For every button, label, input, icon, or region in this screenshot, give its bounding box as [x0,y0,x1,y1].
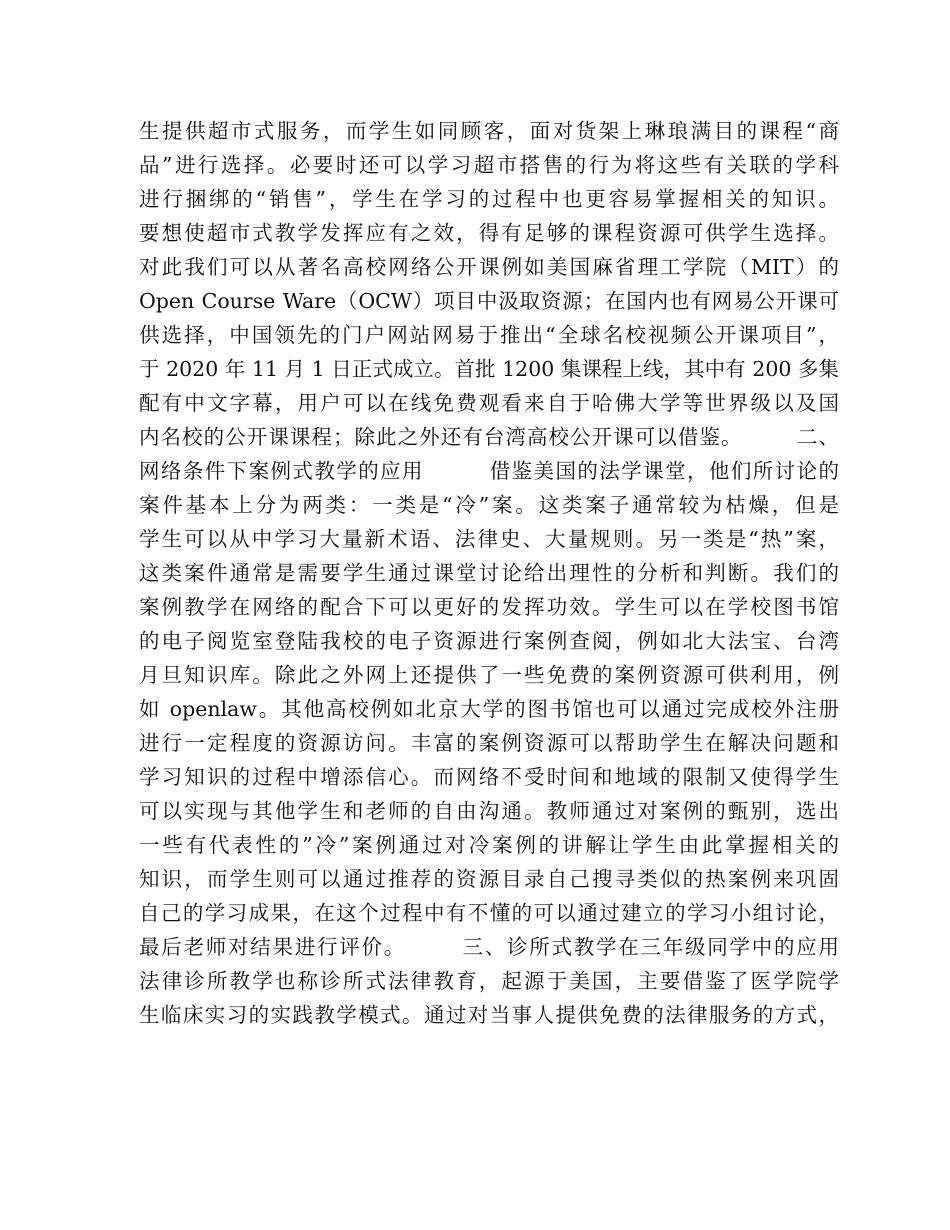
text-line: 对此我们可以从著名高校网络公开课例如美国麻省理工学院（MIT）的 [139,255,839,279]
text-line: 这类案件通常是需要学生通过课堂讨论给出理性的分析和判断。我们的 [139,561,839,585]
text-line: 月旦知识库。除此之外网上还提供了一些免费的案例资源可供利用，例 [139,663,839,687]
text-line: 品”进行选择。必要时还可以学习超市搭售的行为将这些有关联的学科 [139,153,839,177]
text-line: 自己的学习成果，在这个过程中有不懂的可以通过建立的学习小组讨论， [139,901,839,925]
text-line: 要想使超市式教学发挥应有之效，得有足够的课程资源可供学生选择。 [139,221,839,245]
text-line: Open Course Ware（OCW）项目中汲取资源；在国内也有网易公开课可 [139,289,839,313]
text-line: 案件基本上分为两类：一类是“冷”案。这类案子通常较为枯燥，但是 [139,493,839,517]
text-line: 案例教学在网络的配合下可以更好的发挥功效。学生可以在学校图书馆 [139,595,839,619]
body-text [139,114,839,1032]
text-line: 配有中文字幕，用户可以在线免费观看来自于哈佛大学等世界级以及国 [139,391,839,415]
text-line: 网络条件下案例式教学的应用 借鉴美国的法学课堂，他们所讨论的 [139,459,839,483]
text-line: 学生可以从中学习大量新术语、法律史、大量规则。另一类是“热”案， [139,527,839,551]
text-line: 进行一定程度的资源访问。丰富的案例资源可以帮助学生在解决问题和 [139,731,839,755]
text-line: 学习知识的过程中增添信心。而网络不受时间和地域的限制又使得学生 [139,765,839,789]
text-line: 最后老师对结果进行评价。 三、诊所式教学在三年级同学中的应用 [139,935,839,959]
text-line: 一些有代表性的”冷”案例通过对冷案例的讲解让学生由此掌握相关的 [139,833,839,857]
text-line: 进行捆绑的“销售”，学生在学习的过程中也更容易掌握相关的知识。 [139,187,839,211]
text-line: 的电子阅览室登陆我校的电子资源进行案例查阅，例如北大法宝、台湾 [139,629,839,653]
text-line: 内名校的公开课课程；除此之外还有台湾高校公开课可以借鉴。 二、 [139,425,839,449]
text-line: 可以实现与其他学生和老师的自由沟通。教师通过对案例的甄别，选出 [139,799,839,823]
text-line: 知识，而学生则可以通过推荐的资源目录自己搜寻类似的热案例来巩固 [139,867,839,891]
text-line: 于 2020 年 11 月 1 日正式成立。首批 1200 集课程上线，其中有 200 多集 [139,357,839,381]
text-line: 法律诊所教学也称诊所式法律教育，起源于美国，主要借鉴了医学院学 [139,969,839,993]
text-line: 生临床实习的实践教学模式。通过对当事人提供免费的法律服务的方式， [139,1003,839,1027]
text-line: 生提供超市式服务，而学生如同顾客，面对货架上琳琅满目的课程“商 [139,119,839,143]
text-line: 如 openlaw。其他高校例如北京大学的图书馆也可以通过完成校外注册 [139,697,839,721]
text-line: 供选择，中国领先的门户网站网易于推出“全球名校视频公开课项目”， [139,323,839,347]
